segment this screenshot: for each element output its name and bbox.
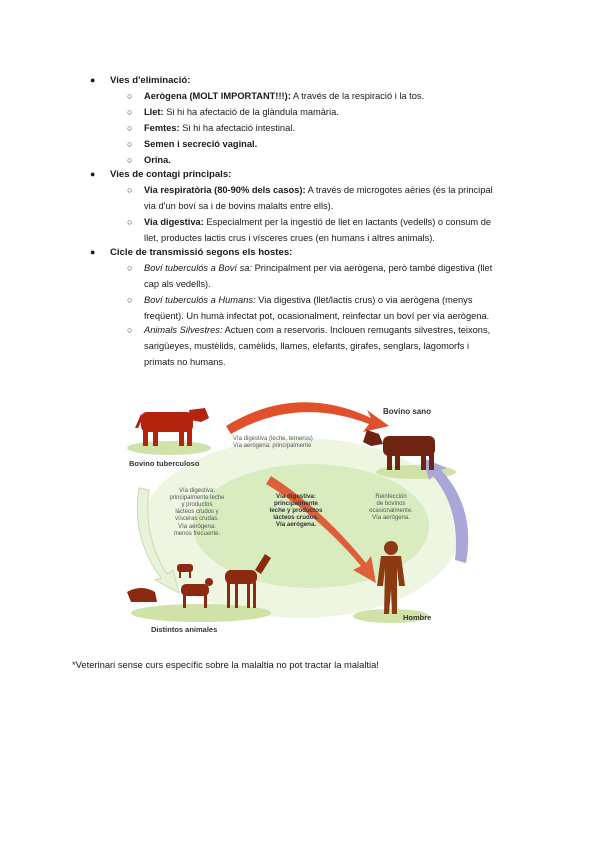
list-item <box>127 88 524 104</box>
shadow <box>127 441 211 455</box>
route-right-line: de bovinos <box>376 501 406 507</box>
item-lead: Llet: <box>144 107 164 117</box>
transmission-cycle-figure <box>121 388 478 640</box>
item-text: cap als vedells). <box>144 279 211 289</box>
list-item <box>127 322 524 370</box>
item-lead: Semen i secreció vaginal. <box>144 139 258 149</box>
list-item <box>127 292 524 324</box>
section-heading-contagion <box>90 168 232 181</box>
circle-bullet-icon: ○ <box>127 139 133 149</box>
list-item <box>127 120 524 136</box>
item-lead: Boví tuberculós a Boví sa: <box>144 263 253 273</box>
label-hombre: Hombre <box>403 613 432 622</box>
route-left-line: vísceras crudas. <box>175 516 219 522</box>
route-center-line: leche y productos <box>269 507 323 514</box>
item-lead: Via respiratòria (80-90% dels casos): <box>144 185 306 195</box>
list-item <box>127 214 524 246</box>
item-text: Actuen com a reservoris. Inclouen remugants silvestres, teixons, <box>222 325 491 335</box>
route-right-text <box>369 494 413 521</box>
list-item <box>127 104 524 120</box>
route-left-line: Vía aerógena: <box>178 524 216 530</box>
bullet-icon: ● <box>90 247 96 257</box>
route-left-line: y productos <box>181 502 213 508</box>
list-item <box>127 182 524 214</box>
circle-bullet-icon: ○ <box>127 185 133 195</box>
route-center-line: principalmente <box>273 500 319 507</box>
item-text: via d'un boví sa i de bovins malalts entre ells). <box>144 201 334 211</box>
circle-bullet-icon: ○ <box>127 123 133 133</box>
item-text: Si hi ha afectació de la glàndula mamària. <box>163 107 339 117</box>
label-bovino-tuberculoso: Bovino tuberculoso <box>129 459 200 468</box>
item-text: Especialment per la ingestió de llet en lactants (vedells) o consum de <box>203 217 492 227</box>
bullet-icon: ● <box>90 75 96 85</box>
item-text: Principalment per via aerògena, però també digestiva (llet <box>252 263 493 273</box>
item-lead: Via digestiva: <box>144 217 204 227</box>
circle-bullet-icon: ○ <box>127 295 133 305</box>
list-item <box>127 136 524 152</box>
circle-bullet-icon: ○ <box>127 91 133 101</box>
route-left-line: lácteos crudos y <box>175 509 219 515</box>
item-lead: Orina. <box>144 155 171 165</box>
circle-bullet-icon: ○ <box>127 155 133 165</box>
route-center-line: lácteos crudos. <box>273 514 319 521</box>
circle-bullet-icon: ○ <box>127 263 133 273</box>
item-lead: Boví tuberculós a Humans: <box>144 295 256 305</box>
section-heading-elimination <box>90 74 191 87</box>
label-bovino-sano: Bovino sano <box>383 407 432 416</box>
route-top-line: Vía aerógena: principalmente <box>233 443 312 449</box>
item-text: primats no humans. <box>144 357 226 367</box>
circle-bullet-icon: ○ <box>127 325 133 335</box>
route-right-line: Vía aerógena. <box>372 515 410 521</box>
bullet-icon: ● <box>90 169 96 179</box>
circle-bullet-icon: ○ <box>127 217 133 227</box>
item-text: llet, productes lactis crus i vísceres crues (en humans i altres animals). <box>144 233 435 243</box>
route-center-line: Vía digestiva: <box>276 493 316 500</box>
item-text: A través de la respiració i la tos. <box>290 91 425 101</box>
item-text: freqüent). Un humà infectat pot, ocasionalment, reinfectar un boví per via aerògena. <box>144 311 490 321</box>
heading-text: Cicle de transmissió segons els hostes: <box>110 247 293 258</box>
route-left-line: principalmente leche <box>169 495 225 501</box>
list-item <box>127 260 524 292</box>
item-lead: Animals Silvestres: <box>144 325 223 335</box>
list-item <box>127 152 524 168</box>
route-center-text <box>270 493 324 528</box>
item-text: sarigüeyes, mustèlids, camèlids, llames, elefants, girafes, senglars, lagomorfs i <box>144 341 470 351</box>
footnote: *Veterinari sense curs específic sobre la malaltia no pot tractar la malaltia! <box>72 659 379 670</box>
item-text: Si hi ha afectació intestinal. <box>179 123 295 133</box>
heading-text: Vies d'eliminació: <box>110 75 191 86</box>
route-top-line: Vía digestiva (leche, terneros) <box>233 436 313 442</box>
item-text: A través de microgotes aèries (és la principal <box>305 185 493 195</box>
section-heading-transmission <box>90 246 293 259</box>
route-left-line: menos frecuente. <box>173 531 221 537</box>
circle-bullet-icon: ○ <box>127 107 133 117</box>
heading-text: Vies de contagi principals: <box>110 169 232 180</box>
route-right-line: Reinfección <box>375 494 407 500</box>
item-text: Via digestiva (llet/lactis crus) o via aerògena (menys <box>255 295 473 305</box>
route-left-line: Vía digestiva: <box>178 488 216 494</box>
label-distintos-animales: Distintos animales <box>151 625 218 634</box>
item-lead: Aerògena (MOLT IMPORTANT!!!): <box>144 91 291 101</box>
route-right-line: ocasionalmente. <box>369 508 413 514</box>
item-lead: Femtes: <box>144 123 180 133</box>
route-center-line: Vía aerógena. <box>275 521 317 528</box>
